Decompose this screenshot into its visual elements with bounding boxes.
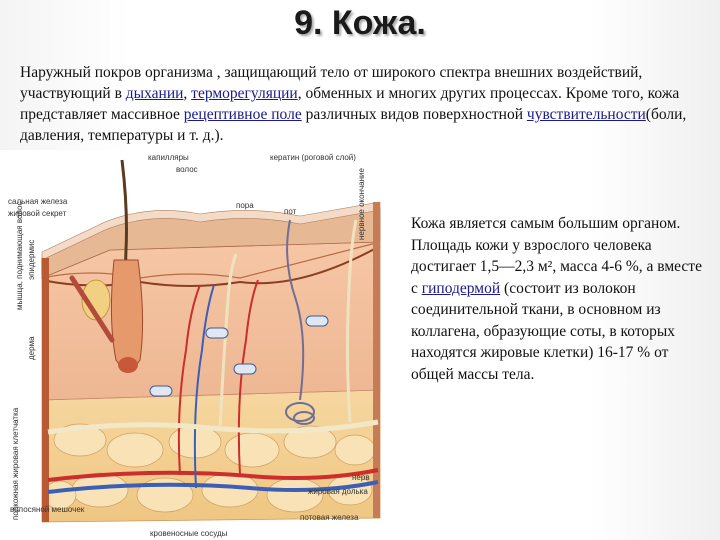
side-text-2: (состоит из волокон соединительной ткани, в основном из коллагена, образующие соты, в которых находятся жировые клетки) 16-17 % от общей массы тела. [411, 279, 676, 383]
hair-bulb [118, 357, 138, 373]
link-termoregulyaciya[interactable]: терморегуляции [191, 85, 298, 102]
label-epidermis: эпидермис [27, 239, 36, 280]
label-salnaya: сальная железа [8, 197, 68, 206]
label-pot: пот [284, 207, 297, 216]
label-derma: дерма [27, 336, 36, 360]
label-podkozhnaya: подкожная жировая клетчатка [11, 407, 20, 520]
label-zhirovoy-sekret: жировой секрет [8, 209, 67, 218]
dermis-layer [42, 242, 380, 400]
label-pora: пора [236, 201, 254, 210]
label-keratin: кератин (роговой слой) [270, 153, 356, 162]
link-gipoderma[interactable]: гиподермой [421, 279, 501, 297]
slide-title: 9. Кожа. [294, 4, 426, 42]
label-volosyanoy: волосяной мешочек [10, 505, 85, 514]
label-nervnoe: нервное окончание [357, 168, 366, 240]
intro-text-3: , обменных и многих других процессах. Кроме того, кожа представляет массивное [20, 85, 680, 123]
link-chuvstvitelnost[interactable]: чувствительности [526, 106, 646, 123]
label-nerv: нерв [352, 473, 370, 482]
intro-text-5: (боли, давления, температуры и т. д.). [20, 106, 687, 144]
label-volos: волос [176, 165, 198, 174]
side-paragraph [411, 213, 711, 385]
intro-text-4: различных видов поверхностной [301, 106, 527, 123]
side-text-1: Кожа является самым большим органом. Площадь кожи у взрослого человека достигает 1,5—2,3 м², масса 4-6 %, а вместе с [411, 215, 702, 297]
skin-diagram [0, 150, 410, 540]
label-potovaya: потовая железа [300, 513, 359, 522]
link-receptivnoe-pole[interactable]: рецептивное поле [183, 106, 302, 123]
label-zhirovaya-dolka: жировая долька [308, 487, 368, 496]
hair-follicle [111, 260, 142, 369]
label-krovenosnye: кровеносные сосуды [150, 529, 228, 538]
link-dyhanie[interactable]: дыхании [125, 85, 184, 102]
label-kapillyary: капилляры [148, 153, 189, 162]
intro-text-1: Наружный покров организма , защищающий тело от широкого спектра внешних воздействий, участвующий в [20, 64, 643, 102]
intro-text-2: , [183, 85, 192, 102]
intro-paragraph [20, 62, 710, 146]
label-myshtsa: мышца, поднимающая волос [15, 201, 24, 310]
